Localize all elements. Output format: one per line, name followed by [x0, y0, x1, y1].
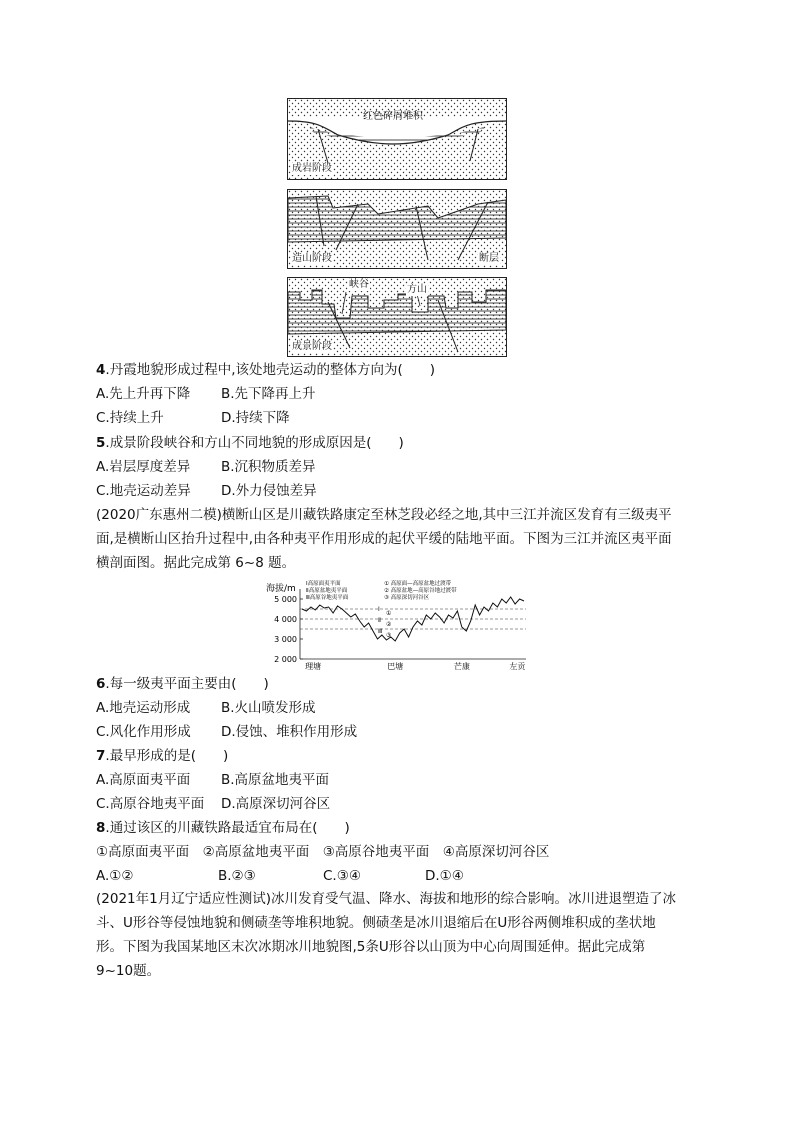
q5-option-b[interactable]: B.沉积物质差异 — [221, 459, 316, 475]
q6-option-b[interactable]: B.火山喷发形成 — [221, 700, 316, 716]
q7-text: .最早形成的是( ) — [105, 748, 229, 764]
q4-stem — [96, 361, 435, 380]
q6-option-d[interactable]: D.侵蚀、堆积作用形成 — [221, 724, 358, 740]
level-markers — [378, 606, 392, 639]
stage-diagram-3 — [287, 277, 507, 357]
mesa-annotation: 方山 — [407, 284, 427, 295]
q4-option-c[interactable]: C.持续上升 — [96, 410, 164, 426]
intro2-line1: (2020广东惠州二模)横断山区是川藏铁路康定至林芝段必经之地,其中三江并流区发育有三级夷平 — [96, 507, 672, 523]
legend-l2: Ⅱ高原盆地夷平面 — [306, 588, 348, 594]
marker-II: Ⅱ — [378, 617, 381, 624]
legend-l3: Ⅲ高原谷地夷平面 — [306, 595, 349, 601]
marker-c2: ② — [386, 621, 392, 628]
q5-stem — [96, 434, 404, 453]
q6-text: .每一级夷平面主要由( ) — [105, 676, 269, 692]
q5-option-d[interactable]: D.外力侵蚀差异 — [221, 483, 317, 499]
marker-III: Ⅲ — [378, 628, 383, 635]
x-tick-label-1: 巴塘 — [387, 662, 404, 671]
stage1-label: 成岩阶段 — [292, 163, 332, 174]
stage-diagram-1 — [287, 98, 507, 180]
marker-c1: ① — [386, 610, 392, 617]
legend — [306, 579, 457, 601]
q8-option-b[interactable]: B.②③ — [218, 868, 256, 884]
q6-option-c[interactable]: C.风化作用形成 — [96, 724, 191, 740]
plateau-profile-chart — [266, 579, 530, 671]
stage1-annotation: 红色碎屑堆积 — [363, 111, 423, 122]
intro3-line1: (2021年1月辽宁适应性测试)冰川发育受气温、降水、海拔和地形的综合影响。冰川进退塑造了冰 — [96, 891, 676, 907]
gorge-annotation: 峡谷 — [349, 279, 369, 290]
q4-option-b[interactable]: B.先下降再上升 — [221, 386, 316, 402]
y-axis-label: 海拔/m — [266, 584, 296, 594]
x-tick-label-3: 左贡 — [509, 662, 526, 671]
y-tick-label-0: 5 000 — [274, 595, 297, 604]
q6-option-a[interactable]: A.地壳运动形成 — [96, 700, 191, 716]
q4-number: 4 — [96, 362, 106, 378]
intro3-line4: 9~10题。 — [96, 963, 161, 979]
q4-text: .丹霞地貌形成过程中,该处地壳运动的整体方向为( ) — [105, 362, 436, 378]
legend-l1: Ⅰ高原面夷平面 — [306, 581, 341, 587]
q8-text: .通过该区的川藏铁路最适宜布局在( ) — [105, 820, 350, 836]
q8-number: 8 — [96, 820, 106, 836]
stage-diagram-2 — [287, 189, 507, 269]
q5-number: 5 — [96, 435, 106, 451]
q6-stem — [96, 675, 269, 694]
fault-annotation: 断层 — [479, 253, 499, 264]
profile-svg — [266, 579, 530, 671]
x-tick-label-0: 理塘 — [305, 662, 322, 671]
q8-stem — [96, 819, 350, 838]
intro3-line2: 斗、U形谷等侵蚀地貌和侧碛垄等堆积地貌。侧碛垄是冰川退缩后在U形谷两侧堆积成的垄状地 — [96, 915, 656, 931]
marker-I: Ⅰ — [378, 606, 380, 613]
q5-option-c[interactable]: C.地壳运动差异 — [96, 483, 191, 499]
q8-option-c[interactable]: C.③④ — [323, 868, 361, 884]
q4-option-a[interactable]: A.先上升再下降 — [96, 386, 191, 402]
intro3-line3: 形。下图为我国某地区末次冰期冰川地貌图,5条U形谷以山顶为中心向周围延伸。据此完成第 — [96, 939, 646, 955]
x-tick-label-2: 芒康 — [453, 662, 470, 671]
marker-c3: ③ — [386, 632, 392, 639]
stage3-label: 成景阶段 — [292, 341, 332, 352]
q5-option-a[interactable]: A.岩层厚度差异 — [96, 459, 191, 475]
intro2-line2: 面,是横断山区抬升过程中,由各种夷平作用形成的起伏平缓的陆地平面。下图为三江并流区夷平面 — [96, 531, 672, 547]
q7-option-a[interactable]: A.高原面夷平面 — [96, 772, 191, 788]
legend-r3: ③ 高原深切河谷区 — [384, 595, 430, 601]
stage2-label: 造山阶段 — [292, 253, 332, 264]
q5-text: .成景阶段峡谷和方山不同地貌的形成原因是( ) — [105, 435, 404, 451]
x-ticks — [305, 661, 526, 671]
y-tick-label-1: 4 000 — [274, 615, 297, 624]
q7-option-d[interactable]: D.高原深切河谷区 — [221, 796, 331, 812]
q7-option-c[interactable]: C.高原谷地夷平面 — [96, 796, 205, 812]
q7-stem — [96, 747, 228, 766]
q7-number: 7 — [96, 748, 106, 764]
q8-option-a[interactable]: A.①② — [96, 868, 134, 884]
q8-option-d[interactable]: D.①④ — [425, 868, 464, 884]
q6-number: 6 — [96, 676, 106, 692]
legend-r2: ② 高原盆地—高原谷地过渡带 — [384, 588, 457, 594]
y-ticks — [274, 595, 303, 664]
legend-r1: ① 高原面—高原盆地过渡带 — [384, 581, 452, 587]
intro2-line3: 横剖面图。据此完成第 6~8 题。 — [96, 555, 296, 571]
q7-option-b[interactable]: B.高原盆地夷平面 — [221, 772, 330, 788]
y-tick-label-3: 2 000 — [274, 655, 297, 664]
q4-option-d[interactable]: D.持续下降 — [221, 410, 290, 426]
q8-items: ①高原面夷平面 ②高原盆地夷平面 ③高原谷地夷平面 ④高原深切河谷区 — [96, 844, 550, 860]
y-tick-label-2: 3 000 — [274, 635, 297, 644]
